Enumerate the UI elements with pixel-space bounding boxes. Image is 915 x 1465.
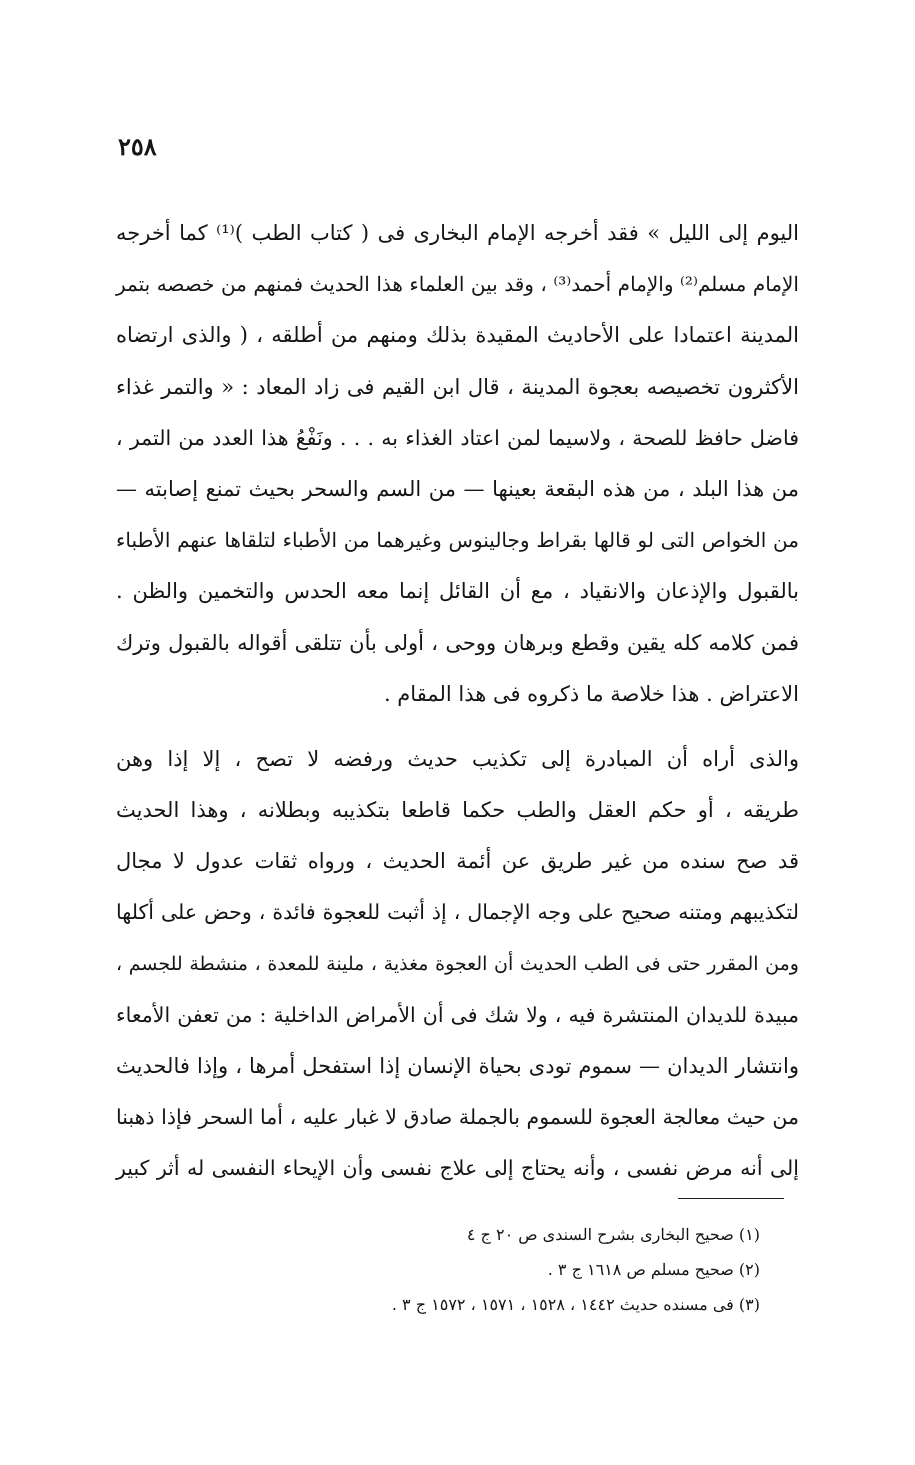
text-line: من هذا البلد ، من هذه البقعة بعينها — من السم والسحر بحيث تمنع إصابته —: [116, 476, 799, 501]
text-line: فمن كلامه كله يقين وقطع وبرهان ووحى ، أولى بأن تتلقى أقواله بالقبول وترك: [116, 630, 799, 655]
text-line: الاعتراض . هذا خلاصة ما ذكروه فى هذا المقام .: [383, 681, 799, 706]
footnote-2: (٢) صحيح مسلم ص ١٦١٨ ج ٣ .: [547, 1260, 760, 1279]
text-line: فاضل حافظ للصحة ، ولاسيما لمن اعتاد الغذاء به . . . ونَفْعُ هذا العدد من التمر ،: [116, 425, 799, 450]
paragraph-2: [116, 734, 799, 1195]
paragraph-1: [116, 208, 799, 720]
text-line: وانتشار الديدان — سموم تودى بحياة الإنسان إذا استفحل أمرها ، وإذا فالحديث: [116, 1054, 799, 1078]
page-number: ٢٥٨: [118, 132, 157, 161]
text-line: إلى أنه مرض نفسى ، وأنه يحتاج إلى علاج نفسى وأن الإيحاء النفسى له أثر كبير: [116, 1156, 799, 1181]
text-line: مبيدة للديدان المنتشرة فيه ، ولا شك فى أن الأمراض الداخلية : من تعفن الأمعاء: [116, 1002, 799, 1027]
body-text: [116, 208, 799, 1195]
text-line: لتكذيبهم ومتنه صحيح على وجه الإجمال ، إذ أثبت للعجوة فائدة ، وحض على أكلها: [116, 900, 799, 925]
text-line: من حيث معالجة العجوة للسموم بالجملة صادق لا غبار عليه ، أما السحر فإذا ذهبنا: [116, 1105, 799, 1130]
text-line: بالقبول والإذعان والانقياد ، مع أن القائل إنما معه الحدس والتخمين والظن .: [116, 579, 799, 604]
footnote-3: (٣) فى مسنده حديث ١٤٤٢ ، ١٥٢٨ ، ١٥٧١ ، ١٥٧٢ ج ٣ .: [391, 1295, 760, 1314]
text-line: من الخواص التى لو قالها بقراط وجالينوس وغيرهما من الأطباء لتلقاها عنهم الأطباء: [116, 528, 799, 553]
paragraph-gap: [116, 720, 799, 734]
text-line: اليوم إلى الليل » فقد أخرجه الإمام البخارى فى ( كتاب الطب )⁽¹⁾ كما أخرجه: [116, 221, 799, 245]
text-line: المدينة اعتمادا على الأحاديث المقيدة بذلك ومنهم من أطلقه ، ( والذى ارتضاه: [116, 323, 799, 348]
footnote-1: (١) صحيح البخارى بشرح السندى ص ٢٠ ج ٤: [466, 1225, 760, 1244]
text-line: والذى أراه أن المبادرة إلى تكذيب حديث ورفضه لا تصح ، إلا إذا وهن: [116, 746, 799, 771]
footnotes: [200, 1217, 760, 1322]
text-line: ومن المقرر حتى فى الطب الحديث أن العجوة مغذية ، ملينة للمعدة ، منشطة للجسم ،: [116, 952, 799, 975]
footnote-divider: [678, 1198, 784, 1199]
text-line: الإمام مسلم⁽²⁾ والإمام أحمد⁽³⁾ ، وقد بين العلماء هذا الحديث فمنهم من خصصه بتمر: [116, 272, 799, 297]
text-line: الأكثرون تخصيصه بعجوة المدينة ، قال ابن القيم فى زاد المعاد : « والتمر غذاء: [116, 374, 799, 399]
text-line: طريقه ، أو حكم العقل والطب حكما قاطعا بتكذيبه وبطلانه ، وهذا الحديث: [116, 798, 799, 823]
text-line: قد صح سنده من غير طريق عن أئمة الحديث ، ورواه ثقات عدول لا مجال: [116, 849, 799, 874]
